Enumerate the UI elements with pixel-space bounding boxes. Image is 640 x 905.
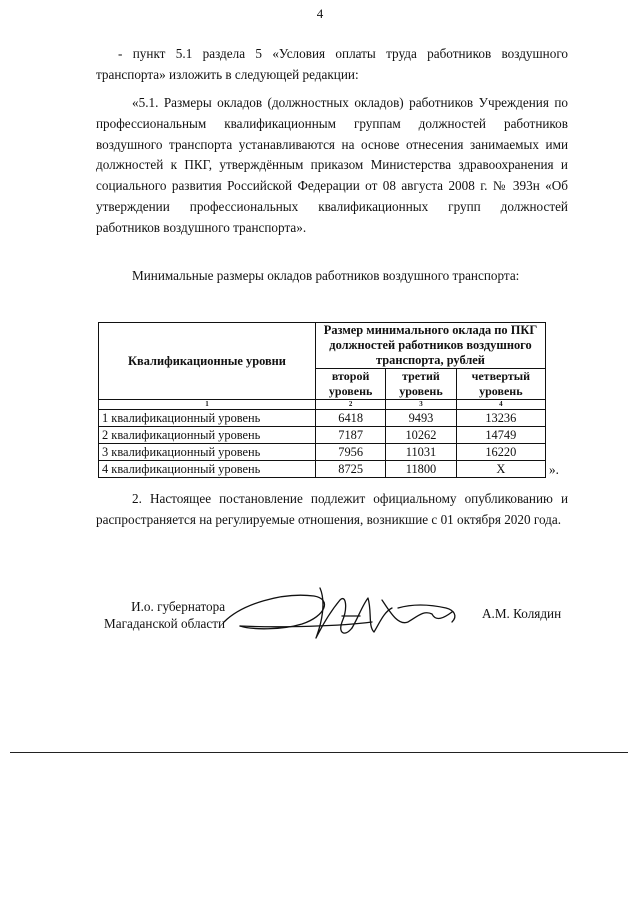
value-second-level: 6418 — [316, 410, 386, 427]
table-row — [99, 427, 546, 444]
signatory-title — [104, 598, 225, 632]
column-numbers-row — [99, 400, 546, 410]
paragraph-minimal-salaries: Минимальные размеры окладов работников воздушного транспорта: — [132, 268, 520, 283]
value-fourth-level: 13236 — [456, 410, 545, 427]
value-second-level: 7956 — [316, 444, 386, 461]
column-number: 1 — [99, 400, 316, 410]
value-fourth-level: 16220 — [456, 444, 545, 461]
handwritten-signature — [222, 582, 484, 646]
signatory-name: А.М. Колядин — [482, 606, 562, 621]
closing-quote: ». — [549, 462, 559, 477]
header-third-level: третий уровень — [386, 369, 456, 400]
table-row — [99, 444, 546, 461]
column-number: 2 — [316, 400, 386, 410]
value-second-level: 7187 — [316, 427, 386, 444]
row-level: 2 квалификационный уровень — [99, 427, 316, 444]
value-fourth-level: X — [456, 461, 545, 478]
footer-divider — [10, 752, 628, 753]
signatory-title-line: И.о. губернатора — [131, 599, 226, 614]
header-second-level: второй уровень — [316, 369, 386, 400]
table-row — [99, 410, 546, 427]
header-minimal-salary: Размер минимального оклада по ПКГ должностей работников воздушного транспорта, рублей — [316, 323, 546, 369]
value-third-level: 10262 — [386, 427, 456, 444]
table-row — [99, 461, 546, 478]
salary-table — [98, 322, 546, 478]
column-number: 3 — [386, 400, 456, 410]
column-number: 4 — [456, 400, 545, 410]
value-third-level: 11031 — [386, 444, 456, 461]
paragraph-publication: 2. Настоящее постановление подлежит официальному опубликованию и распространяется на регулируемые отношения, возникшие с 01 октября 2020 года. — [96, 491, 568, 527]
value-second-level: 8725 — [316, 461, 386, 478]
table-header-row — [99, 323, 546, 369]
value-third-level: 9493 — [386, 410, 456, 427]
value-fourth-level: 14749 — [456, 427, 545, 444]
signatory-title-line: Магаданской области — [104, 616, 226, 631]
header-qualification-levels: Квалификационные уровни — [99, 323, 316, 400]
paragraph-5-1: «5.1. Размеры окладов (должностных окладов) работников Учреждения по профессиональным квалификационным группам должностей работников воздушного транспорта устанавливаются на основе отнесения занимаемых ими должностей к ПКГ, утверждённым приказом Министерства здравоохранения и социального развития Российской Федерации от 08 августа 2008 г. № 393н «Об утверждении профессиональных квалификационных групп должностей работников воздушного транспорта». — [96, 95, 568, 235]
row-level: 4 квалификационный уровень — [99, 461, 316, 478]
row-level: 3 квалификационный уровень — [99, 444, 316, 461]
value-third-level: 11800 — [386, 461, 456, 478]
header-fourth-level: четвертый уровень — [456, 369, 545, 400]
page-number: 4 — [316, 6, 324, 21]
paragraph-amendment-intro: - пункт 5.1 раздела 5 «Условия оплаты труда работников воздушного транспорта» изложить в следующей редакции: — [96, 46, 568, 82]
row-level: 1 квалификационный уровень — [99, 410, 316, 427]
